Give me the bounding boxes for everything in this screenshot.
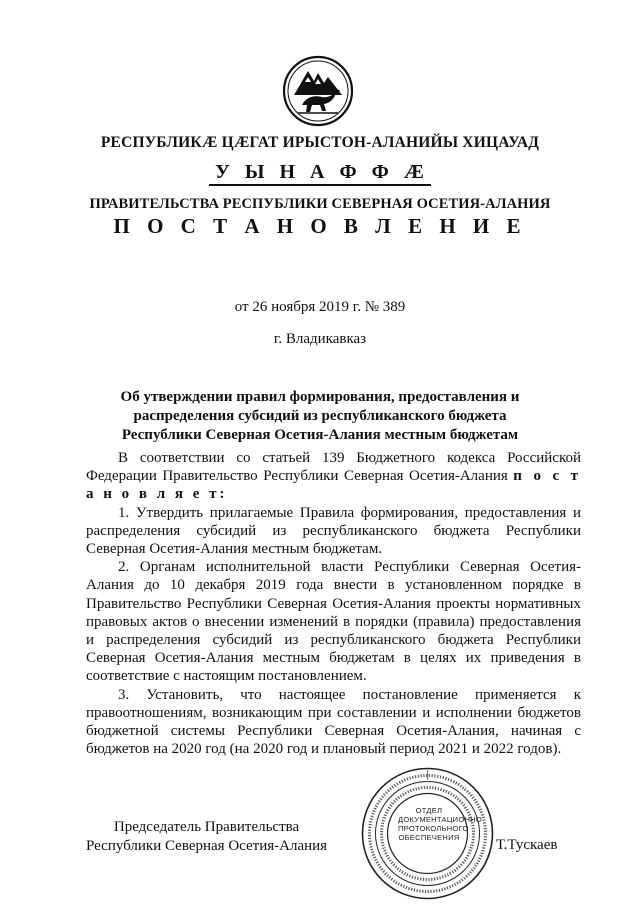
seal-center-text (398, 806, 483, 842)
seal-line: ДОКУМЕНТАЦИОННО (398, 815, 483, 824)
subject-line: распределения субсидий из республиканского бюджета (133, 408, 507, 424)
paragraph-1: 1. Утвердить прилагаемые Правила формирования, предоставления и распределения субсидий из республиканского бюджета Республики Северная Осетия-Алания местным бюджетам. (86, 504, 581, 558)
preamble-text: В соответствии со статьей 139 Бюджетного кодекса Российской Федерации Правительство Республики Северная Осетия-Алания (86, 450, 581, 485)
signer-title-line: Республики Северная Осетия-Алания (86, 838, 328, 854)
document-subject (100, 388, 540, 445)
preamble-paragraph (86, 449, 581, 504)
header-republic-ossetian: РЕСПУБЛИКÆ ЦÆГАТ ИРЫСТОН-АЛАНИЙЫ ХИЦАУАД (100, 134, 540, 151)
seal-line: ОТДЕЛ (415, 806, 443, 815)
coat-of-arms-emblem (282, 55, 354, 127)
header-decree-russian: П О С Т А Н О В Л Е Н И Е (113, 214, 527, 238)
header-decree-ossetian (0, 161, 640, 184)
preamble-resolves: п о с т а н о в л я е т: (86, 468, 581, 503)
subject-line: Республики Северная Осетия-Алания местным бюджетам (121, 427, 519, 443)
document-body (86, 449, 581, 758)
header-decree-ossetian-text: У Ы Н А Ф Ф Æ (209, 161, 431, 186)
signer-name: Т.Тускаев (496, 837, 558, 853)
seal-line: ПРОТОКОЛЬНОГО (398, 824, 469, 833)
signer-title (86, 818, 327, 856)
seal-line: ОБЕСПЕЧЕНИЯ (398, 833, 460, 842)
signer-title-line: Председатель Правительства (113, 819, 300, 835)
document-date-number: от 26 ноября 2019 г. № 389 (234, 299, 406, 315)
subject-line: Об утверждении правил формирования, предоставления и (120, 389, 520, 405)
paragraph-3: 3. Установить, что настоящее постановление применяется к правоотношениям, возникающим при составлении и исполнении бюджетов бюджетной системы Республики Северная Осетия-Алания, начиная с бюджетов на 2020 год (на 2020 год и плановый период 2021 и 2022 годов). (86, 686, 581, 758)
document-city: г. Владикавказ (273, 331, 367, 347)
header-government-russian: ПРАВИТЕЛЬСТВА РЕСПУБЛИКИ СЕВЕРНАЯ ОСЕТИЯ-АЛАНИЯ (89, 196, 551, 212)
paragraph-2: 2. Органам исполнительной власти Республики Северная Осетия-Алания до 10 декабря 2019 года внести в установленном порядке в Правительство Республики Северная Осетия-Алания проекты нормативных правовых актов о внесении изменений в порядки (правила) предоставления и распределения субсидий из республиканского бюджета Республики Северная Осетия-Алания местным бюджетам в целях их приведения в соответствие с настоящим постановлением. (86, 559, 581, 685)
